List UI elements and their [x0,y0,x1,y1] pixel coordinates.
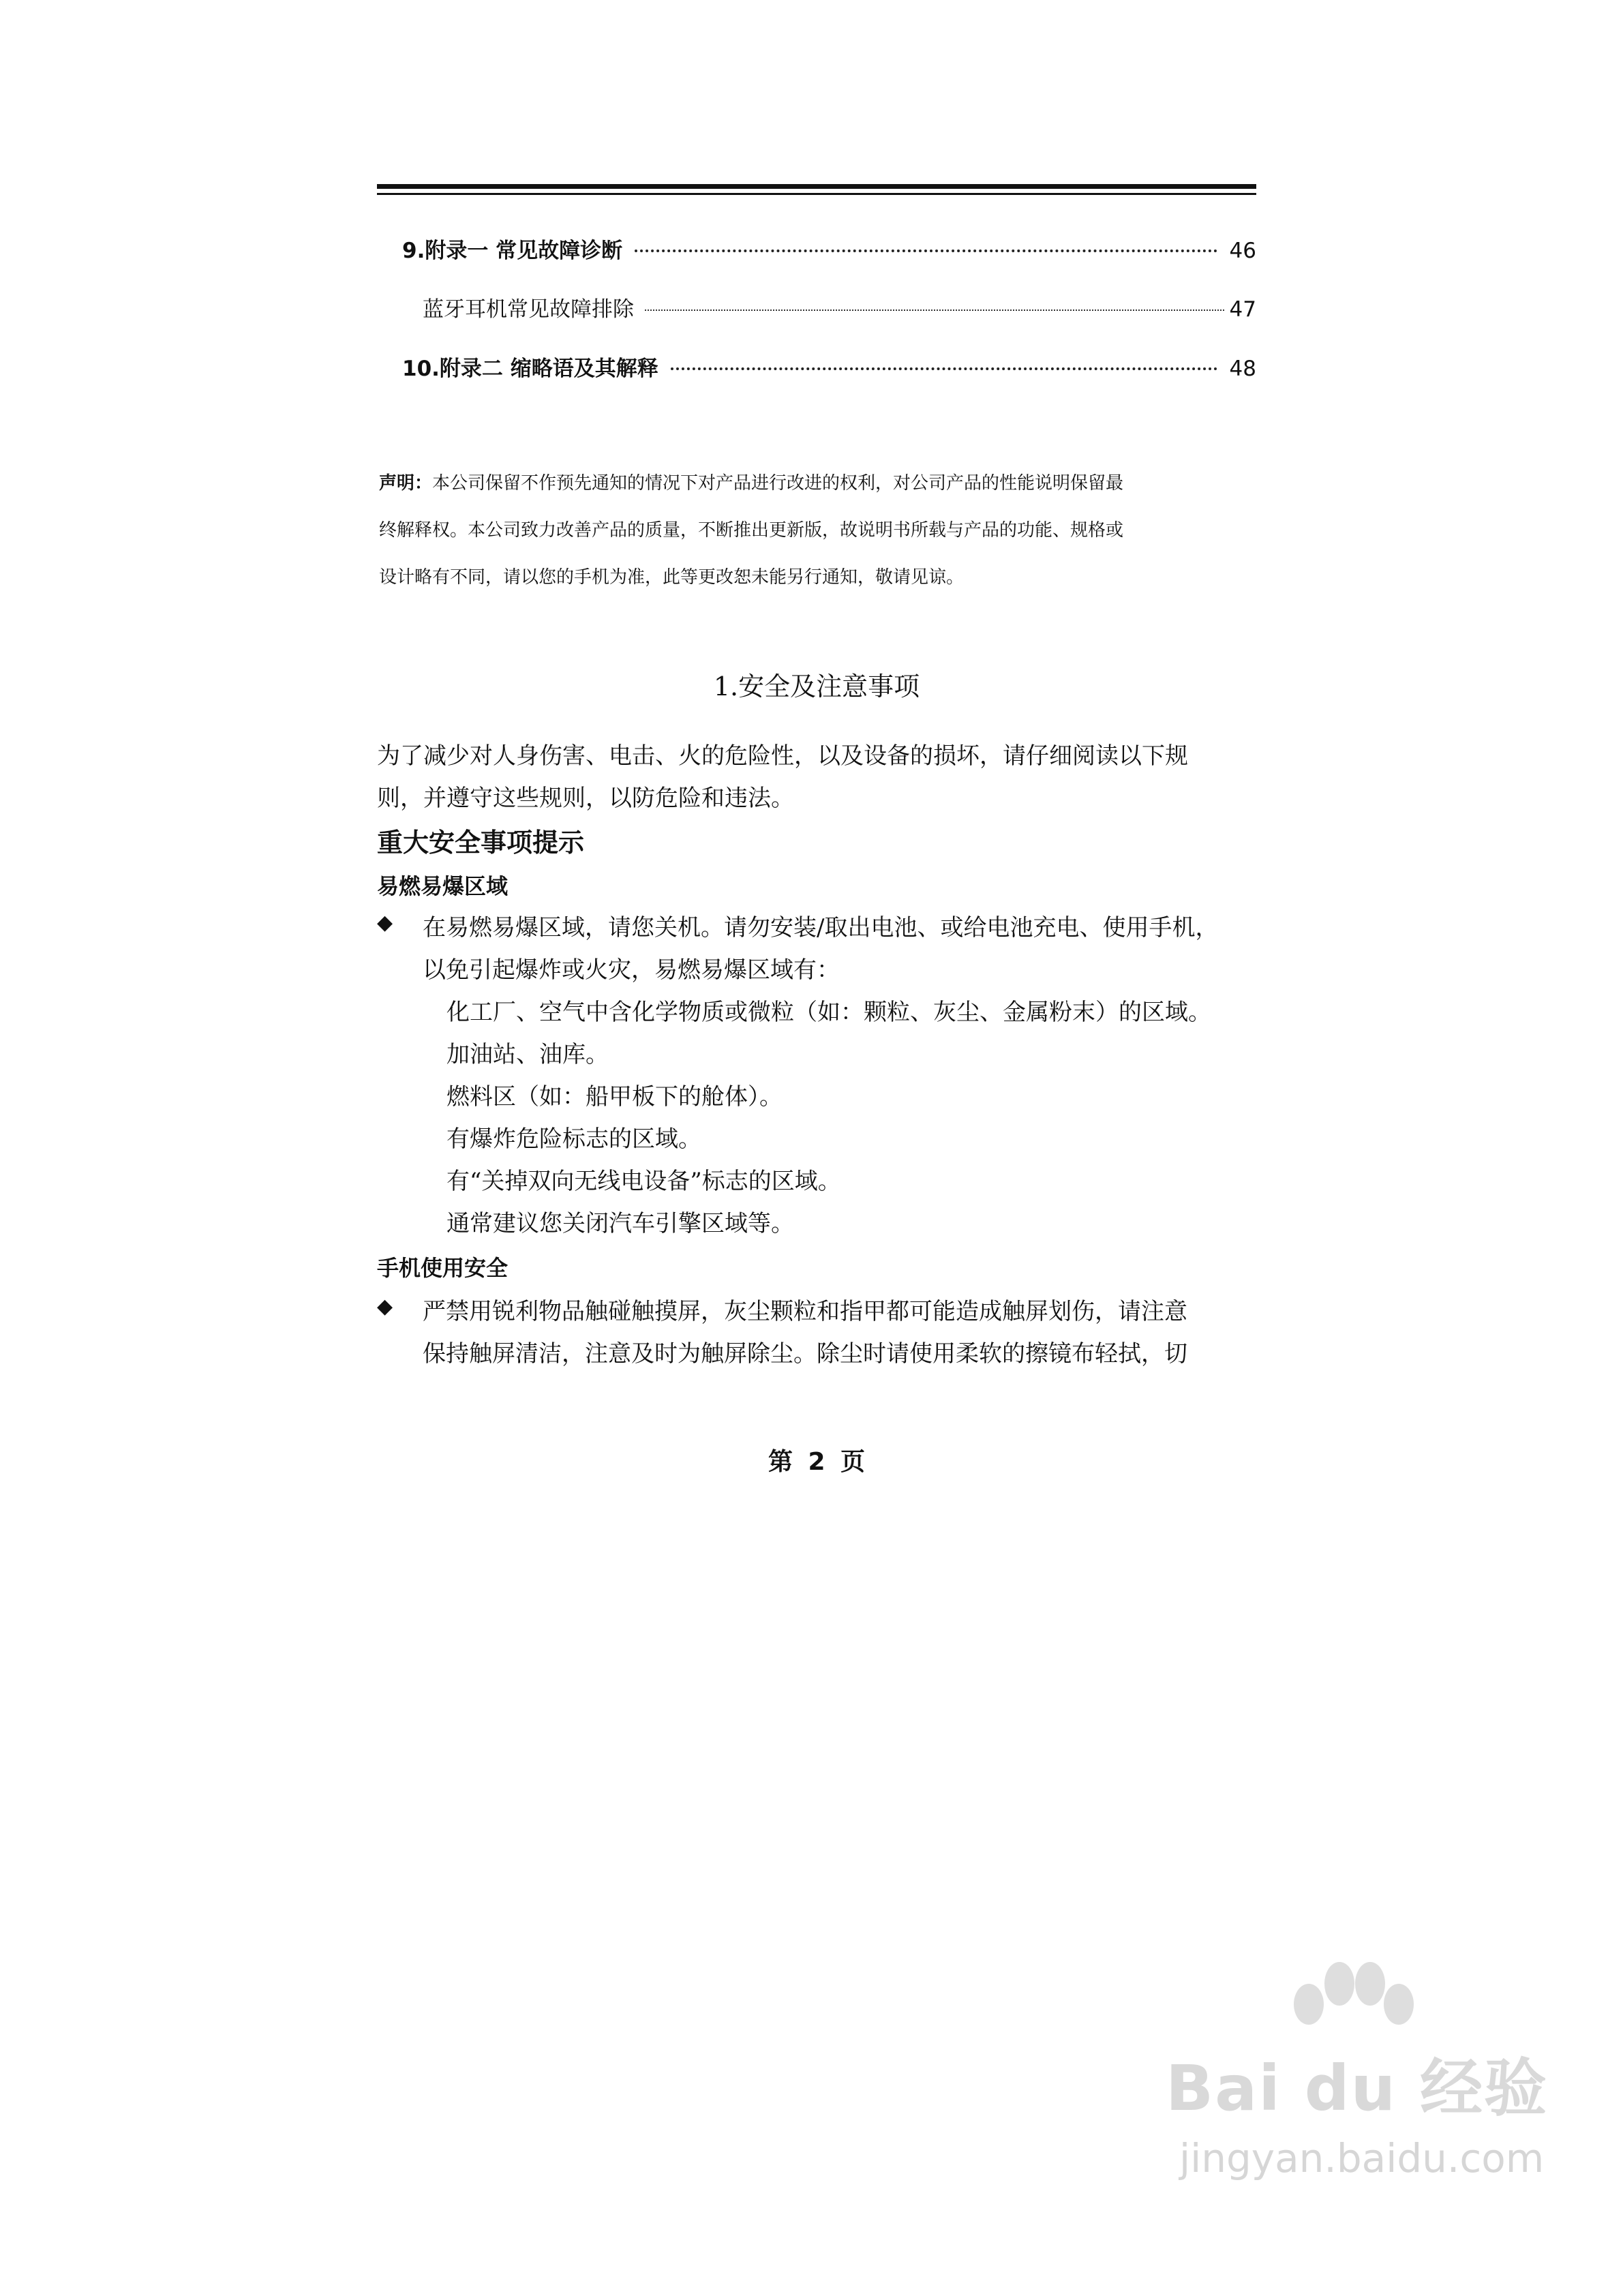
disclaimer-label: 声明： [379,473,433,494]
toc-entry[interactable] [423,292,1256,322]
zone-item: 加油站、油库。 [446,1041,609,1068]
toc-entry-page: 47 [1229,297,1256,322]
zone-item: 通常建议您关闭汽车引擎区域等。 [446,1210,794,1237]
zone-heading: 易燃易爆区域 [377,873,509,899]
safety-heading: 重大安全事项提示 [377,828,585,858]
zone-line: 以免引起爆炸或火灾，易燃易爆区域有： [423,956,840,984]
page-number: 第 2 页 [768,1448,866,1476]
intro-line: 为了减少对人身伤害、电击、火的危险性，以及设备的损坏，请仔细阅读以下规 [377,742,1188,770]
header-rule-thick [377,184,1256,189]
toc-entry-title: 蓝牙耳机常见故障排除 [423,297,634,322]
disclaimer-line: 本公司保留不作预先通知的情况下对产品进行改进的权利，对公司产品的性能说明保留最 [432,473,1124,494]
phone-line: 保持触屏清洁，注意及时为触屏除尘。除尘时请使用柔软的擦镜布轻拭，切 [423,1340,1187,1368]
toc-entry-title: 10.附录二 缩略语及其解释 [402,357,658,381]
watermark [1166,1957,1575,2216]
watermark-logo: Bai du 经验 [1166,2052,1549,2125]
intro-line: 则，并遵守这些规则，以防危险和违法。 [377,785,794,812]
toc-entry-title: 9.附录一 常见故障诊断 [402,239,623,263]
toc-leader [645,309,1224,311]
zone-item: 有“关掉双向无线电设备”标志的区域。 [446,1168,841,1195]
toc-entry[interactable] [402,351,1256,382]
section-title: 1.安全及注意事项 [713,671,920,701]
phone-line: 严禁用锐利物品触碰触摸屏，灰尘颗粒和指甲都可能造成触屏划伤，请注意 [423,1298,1187,1325]
phone-heading: 手机使用安全 [377,1255,509,1281]
disclaimer-line: 设计略有不同，请以您的手机为准，此等更改恕未能另行通知，敬请见谅。 [379,567,965,588]
toc-entry-page: 46 [1229,239,1256,263]
bullet-icon: ◆ [377,1295,393,1318]
header-rule-thin [377,193,1256,195]
disclaimer-line: 终解释权。本公司致力改善产品的质量，不断推出更新版，故说明书所载与产品的功能、规格或 [379,520,1124,541]
zone-item: 化工厂、空气中含化学物质或微粒（如：颗粒、灰尘、金属粉末）的区域。 [446,999,1211,1026]
zone-item: 有爆炸危险标志的区域。 [446,1126,701,1153]
bullet-icon: ◆ [377,911,393,935]
watermark-url: jingyan.baidu.com [1179,2135,1545,2181]
disclaimer [379,460,1265,601]
toc-entry[interactable] [402,233,1256,264]
toc-entry-page: 48 [1229,357,1256,381]
zone-line: 在易燃易爆区域，请您关机。请勿安装/取出电池、或给电池充电、使用手机， [423,914,1219,941]
zone-item: 燃料区（如：船甲板下的舱体）。 [446,1083,783,1111]
toc-leader [635,250,1217,252]
paw-icon [1281,1957,1418,2045]
toc-leader [671,367,1217,370]
